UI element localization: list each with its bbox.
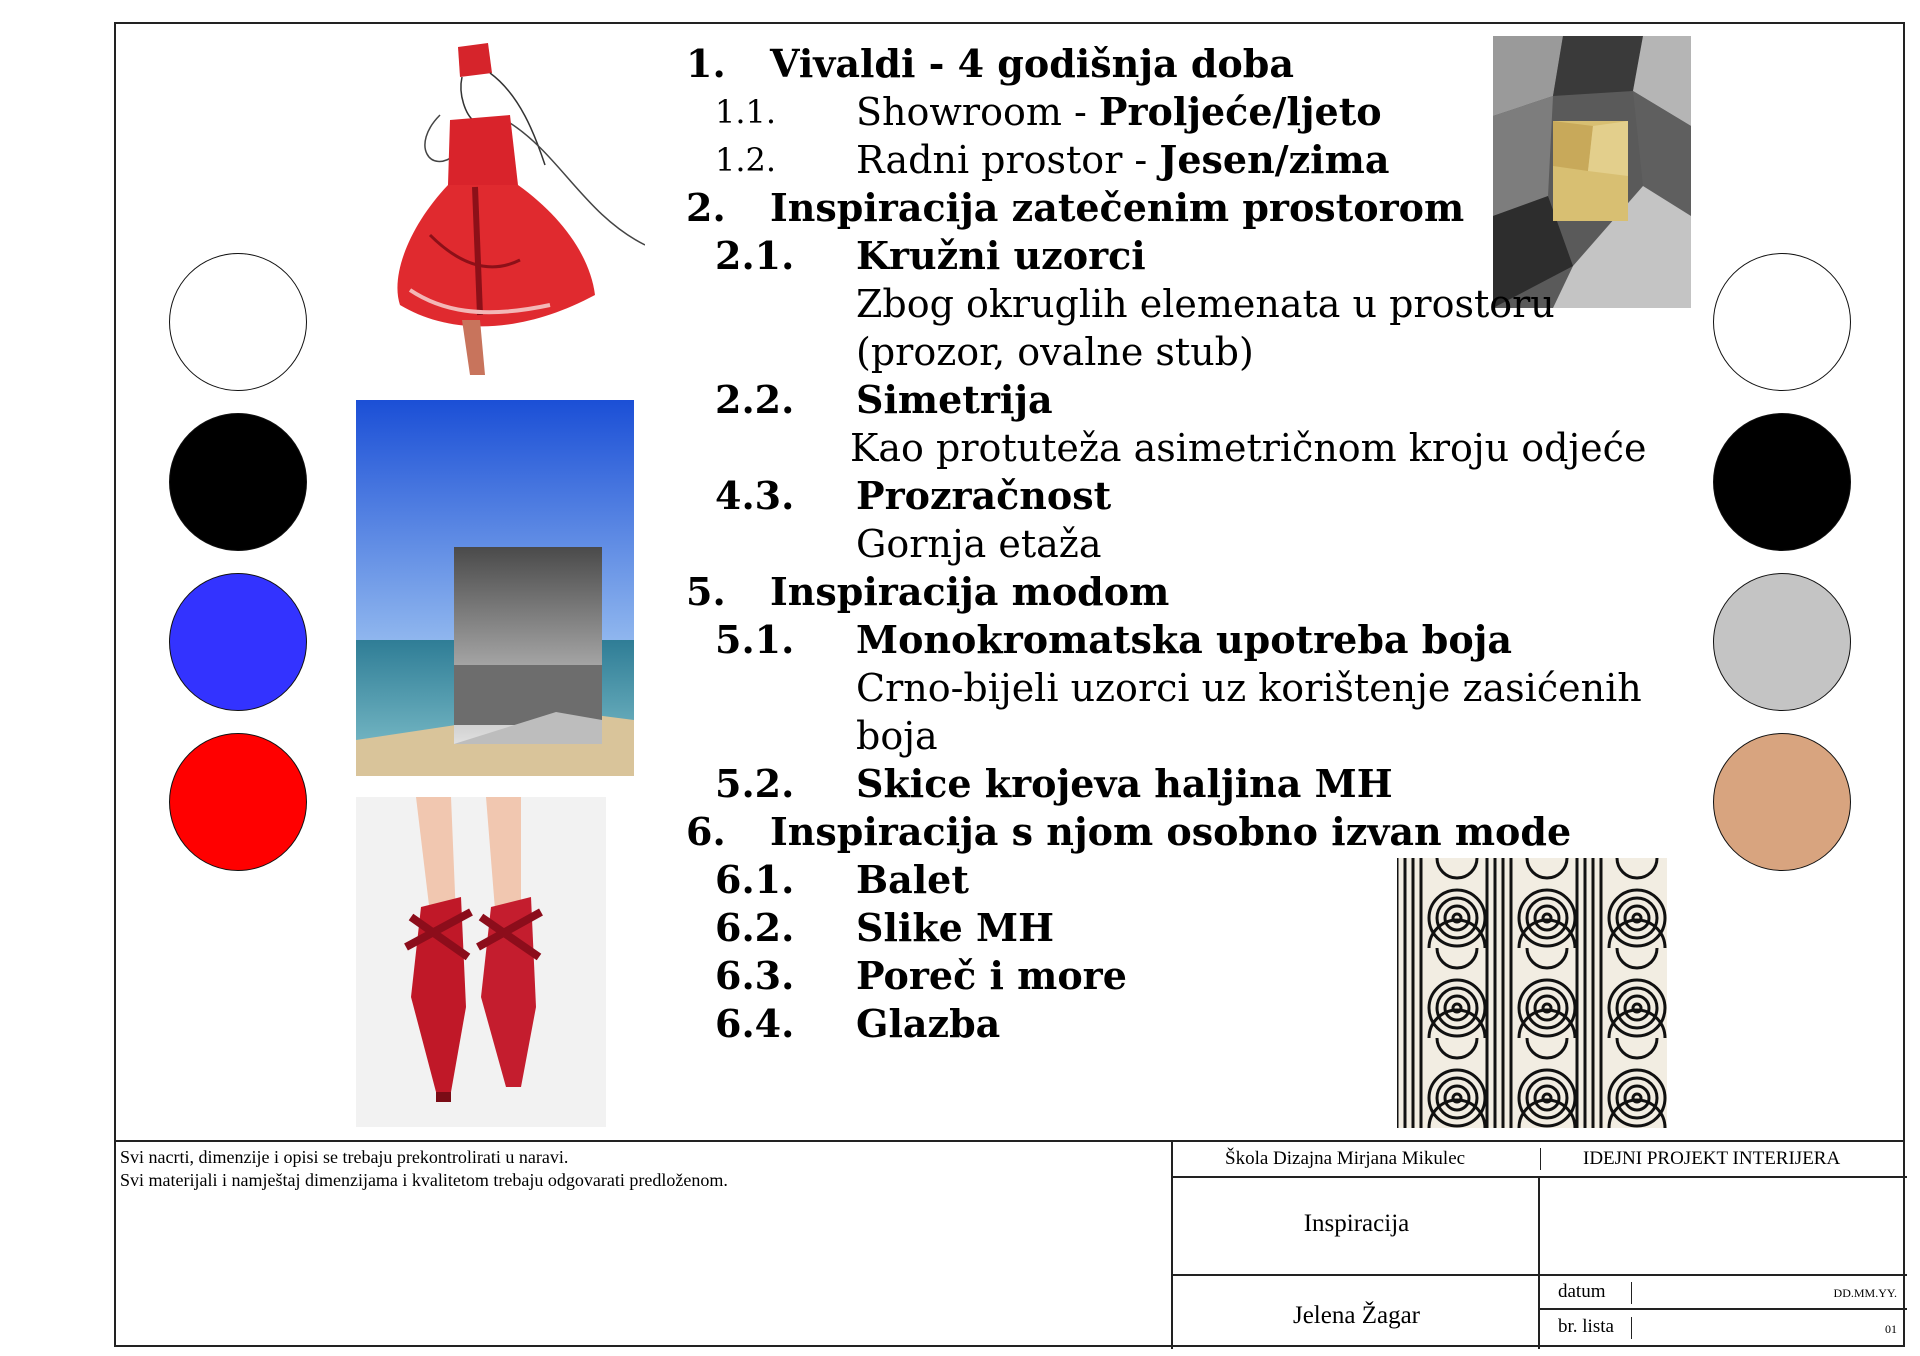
outline-item-text xyxy=(770,808,1571,856)
ballet-shoes-image xyxy=(356,797,606,1127)
outline-text-part: Slike MH xyxy=(856,905,1055,950)
swatch-left-blue xyxy=(169,573,307,711)
outline-text-part: Gornja etaža xyxy=(856,522,1102,566)
outline-text-part: Glazba xyxy=(856,1001,1001,1046)
sea-horizon-image xyxy=(356,400,634,776)
outline-item-number: 5. xyxy=(686,569,726,614)
outline-item-number: 6.1. xyxy=(715,857,795,902)
date-divider xyxy=(1631,1282,1632,1304)
school-row xyxy=(1173,1142,1907,1178)
outline-item-text xyxy=(856,136,1389,184)
outline-item-text xyxy=(856,952,1127,1000)
swatch-left-black xyxy=(169,413,307,551)
outline-item-text xyxy=(856,760,1393,808)
outline-text-part: Kružni uzorci xyxy=(856,233,1146,278)
outline-item-text xyxy=(856,232,1146,280)
sheet-title: Inspiracija xyxy=(1303,1210,1410,1237)
outline-item-number: 1.2. xyxy=(715,141,777,179)
outline-item-text xyxy=(856,376,1053,424)
outline-item-text xyxy=(856,856,969,904)
outline-item-number: 2.1. xyxy=(715,233,795,278)
wave-pattern-image xyxy=(1397,858,1667,1128)
outline-text-part: Balet xyxy=(856,857,969,902)
outline-text-part: Crno-bijeli uzorci uz korištenje zasićenih xyxy=(856,666,1642,710)
outline-item-text xyxy=(856,1000,1000,1048)
outline-text-part: Proljeće/ljeto xyxy=(1098,89,1382,134)
outline-text-part: Inspiracija zatečenim prostorom xyxy=(770,185,1465,230)
outline-text-part: (prozor, ovalne stub) xyxy=(856,330,1254,374)
sheet-number-divider xyxy=(1631,1317,1632,1339)
outline-item-text xyxy=(770,184,1464,232)
date-label: datum xyxy=(1558,1281,1606,1302)
outline-text-part: Jesen/zima xyxy=(1159,137,1390,182)
note-line-1: Svi nacrti, dimenzije i opisi se trebaju prekontrolirati u naravi. xyxy=(120,1147,569,1167)
author-name: Jelena Žagar xyxy=(1292,1302,1420,1329)
outline-text-part: Simetrija xyxy=(856,377,1053,422)
outline-item-text xyxy=(856,280,1555,328)
sheet-number-value: 01 xyxy=(1885,1322,1897,1336)
outline-text-part: Monokromatska upotreba boja xyxy=(856,617,1513,662)
outline-item-text xyxy=(856,712,938,760)
outline-item-number: 1.1. xyxy=(715,93,777,131)
outline-item-text xyxy=(856,328,1254,376)
project-name: IDEJNI PROJEKT INTERIJERA xyxy=(1583,1148,1841,1169)
outline-item-text xyxy=(770,568,1169,616)
right-panel xyxy=(1171,1142,1905,1349)
fashion-sketch-image xyxy=(370,35,645,380)
outline-item-number: 6.2. xyxy=(715,905,795,950)
outline-item-text xyxy=(856,904,1054,952)
title-block xyxy=(114,1140,1905,1349)
outline-item-number: 6.3. xyxy=(715,953,795,998)
outline-item-number: 1. xyxy=(686,41,726,86)
outline-text-part: Vivaldi - 4 godišnja doba xyxy=(770,41,1294,86)
outline-text-part: Inspiracija modom xyxy=(770,569,1170,614)
outline-text-part: Prozračnost xyxy=(856,473,1112,518)
outline-text-part: Poreč i more xyxy=(856,953,1127,998)
sheet-title-cell xyxy=(1173,1178,1540,1274)
outline-text-part: Radni prostor - xyxy=(856,138,1160,182)
swatch-right-white xyxy=(1713,253,1851,391)
outline-item-text xyxy=(856,88,1382,136)
outline-item-number: 2. xyxy=(686,185,726,230)
outline-item-number: 6. xyxy=(686,809,726,854)
swatch-left-red xyxy=(169,733,307,871)
notes-cell xyxy=(120,1146,1170,1192)
stone-texture-image xyxy=(1493,36,1691,308)
note-line-2: Svi materijali i namještaj dimenzijama i kvalitetom trebaju odgovarati predloženom. xyxy=(120,1170,728,1190)
outline-text-part: Showroom - xyxy=(856,90,1099,134)
author-cell xyxy=(1173,1274,1540,1349)
sheet-number-label: br. lista xyxy=(1558,1316,1614,1337)
outline-item-number: 6.4. xyxy=(715,1001,795,1046)
outline-text-part: Skice krojeva haljina MH xyxy=(856,761,1393,806)
outline-item-text xyxy=(856,472,1111,520)
outline-item-number: 5.2. xyxy=(715,761,795,806)
swatch-right-black xyxy=(1713,413,1851,551)
school-name: Škola Dizajna Mirjana Mikulec xyxy=(1225,1148,1466,1169)
outline-item-text xyxy=(856,520,1101,568)
date-row xyxy=(1540,1274,1907,1310)
school-divider xyxy=(1540,1148,1541,1170)
outline-item-number: 5.1. xyxy=(715,617,795,662)
swatch-left-white xyxy=(169,253,307,391)
date-value: DD.MM.YY. xyxy=(1833,1286,1897,1300)
outline-text-part: Zbog okruglih elemenata u prostoru xyxy=(856,282,1555,326)
outline-text-part: Inspiracija s njom osobno izvan mode xyxy=(770,809,1572,854)
outline-item-text xyxy=(770,40,1294,88)
sheet-number-row xyxy=(1540,1310,1907,1349)
swatch-right-gray xyxy=(1713,573,1851,711)
outline-item-text xyxy=(856,616,1512,664)
outline-item-text xyxy=(850,424,1646,472)
outline-text-part: boja xyxy=(856,714,938,758)
swatch-right-tan xyxy=(1713,733,1851,871)
outline-text-part: Kao protuteža asimetričnom kroju odjeće xyxy=(850,426,1647,470)
outline-item-number: 2.2. xyxy=(715,377,795,422)
outline-item-text xyxy=(856,664,1642,712)
outline-item-number: 4.3. xyxy=(715,473,795,518)
